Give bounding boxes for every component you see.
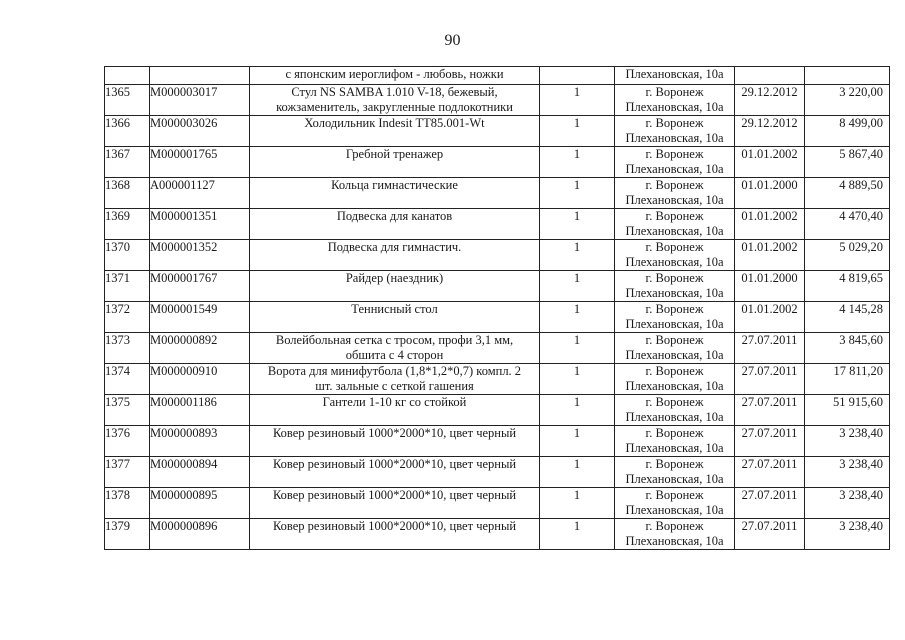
code-value: М000000893: [150, 426, 218, 440]
qty-value: 1: [573, 519, 581, 533]
date-value: 27.07.2011: [741, 457, 798, 471]
address-line: г. Воронеж: [645, 271, 704, 285]
no-cell: [105, 457, 150, 488]
name-cell: с японским иероглифом - любовь, ножки: [250, 67, 540, 85]
qty-value: 1: [573, 457, 581, 471]
qty-cell: [540, 302, 615, 333]
address-cell: [615, 426, 735, 457]
code-value: М000001767: [150, 271, 218, 285]
sum-value: 3 238,40: [839, 519, 883, 533]
date-cell: [735, 67, 805, 85]
address-line: Плехановская, 10а: [625, 162, 724, 176]
no-value: 1366: [105, 116, 130, 130]
sum-value: 8 499,00: [839, 116, 883, 130]
address-line: г. Воронеж: [645, 333, 704, 347]
sum-value: 3 238,40: [839, 457, 883, 471]
name-line: обшита с 4 сторон: [345, 348, 444, 362]
date-cell: [735, 302, 805, 333]
date-value: 27.07.2011: [741, 426, 798, 440]
code-cell: [150, 116, 250, 147]
name-cell: [250, 85, 540, 116]
no-value: 1375: [105, 395, 130, 409]
date-value: 29.12.2012: [741, 116, 798, 130]
name-line: Подвеска для гимнастич.: [327, 240, 462, 254]
address-cell: [615, 178, 735, 209]
table-row: [105, 333, 890, 364]
qty-value: 1: [573, 488, 581, 502]
address-line: Плехановская, 10а: [625, 255, 724, 269]
name-line: Ковер резиновый 1000*2000*10, цвет черный: [272, 519, 517, 533]
address-cell: [615, 302, 735, 333]
no-cell: [105, 519, 150, 550]
qty-cell: [540, 85, 615, 116]
name-cell: [250, 147, 540, 178]
name-line: Ковер резиновый 1000*2000*10, цвет черный: [272, 488, 517, 502]
table-row: [105, 302, 890, 333]
qty-cell: [540, 457, 615, 488]
date-cell: [735, 333, 805, 364]
table-row: [105, 457, 890, 488]
code-value: М000001352: [150, 240, 218, 254]
code-value: М000000892: [150, 333, 218, 347]
no-cell: [105, 395, 150, 426]
name-line: Гребной тренажер: [345, 147, 444, 161]
address-line: Плехановская, 10а: [625, 131, 724, 145]
address-line: г. Воронеж: [645, 240, 704, 254]
address-line: Плехановская, 10а: [625, 348, 724, 362]
name-cell: [250, 302, 540, 333]
qty-cell: [540, 395, 615, 426]
table-row: [105, 519, 890, 550]
sum-value: 3 220,00: [839, 85, 883, 99]
code-value: М000001351: [150, 209, 218, 223]
address-cell: [615, 85, 735, 116]
qty-cell: [540, 147, 615, 178]
code-cell: [150, 147, 250, 178]
name-line: Ковер резиновый 1000*2000*10, цвет черный: [272, 426, 517, 440]
sum-value: 51 915,60: [833, 395, 883, 409]
date-cell: [735, 519, 805, 550]
address-line: г. Воронеж: [645, 426, 704, 440]
date-value: 27.07.2011: [741, 488, 798, 502]
name-line: Райдер (наездник): [345, 271, 444, 285]
inventory-table: [104, 66, 890, 550]
address-line: Плехановская, 10а: [625, 441, 724, 455]
address-line: Плехановская, 10а: [625, 410, 724, 424]
code-value: М000001549: [150, 302, 218, 316]
code-value: М000003017: [150, 85, 218, 99]
sum-value: 4 470,40: [839, 209, 883, 223]
sum-cell: [805, 426, 890, 457]
qty-cell: [540, 67, 615, 85]
sum-cell: [805, 85, 890, 116]
address-cell: [615, 457, 735, 488]
table-row: [105, 67, 890, 85]
table-row: [105, 364, 890, 395]
name-line: Ворота для минифутбола (1,8*1,2*0,7) компл. 2: [267, 364, 522, 378]
sum-value: 17 811,20: [833, 364, 883, 378]
sum-value: 4 819,65: [839, 271, 883, 285]
date-cell: [735, 85, 805, 116]
code-value: А000001127: [150, 178, 215, 192]
qty-value: 1: [573, 395, 581, 409]
qty-cell: [540, 116, 615, 147]
code-value: М000001765: [150, 147, 218, 161]
no-cell: [105, 209, 150, 240]
qty-value: 1: [573, 116, 581, 130]
no-value: 1379: [105, 519, 130, 533]
name-cell: [250, 395, 540, 426]
name-cell: [250, 116, 540, 147]
table-row: [105, 116, 890, 147]
name-cell: [250, 240, 540, 271]
name-line: Кольца гимнастические: [331, 178, 458, 192]
name-cell: [250, 457, 540, 488]
sum-cell: [805, 209, 890, 240]
date-value: 01.01.2000: [741, 178, 798, 192]
date-value: 01.01.2002: [741, 209, 798, 223]
address-line: г. Воронеж: [645, 209, 704, 223]
code-cell: [150, 67, 250, 85]
no-cell: [105, 67, 150, 85]
address-cell: [615, 364, 735, 395]
table-row: [105, 395, 890, 426]
code-cell: [150, 302, 250, 333]
no-value: 1372: [105, 302, 130, 316]
code-cell: [150, 457, 250, 488]
table-row: [105, 178, 890, 209]
sum-value: 3 238,40: [839, 426, 883, 440]
no-value: 1369: [105, 209, 130, 223]
no-cell: [105, 302, 150, 333]
address-line: г. Воронеж: [645, 395, 704, 409]
date-cell: [735, 116, 805, 147]
sum-cell: [805, 67, 890, 85]
code-cell: [150, 426, 250, 457]
no-value: 1365: [105, 85, 130, 99]
address-line: Плехановская, 10а: [625, 534, 724, 548]
date-value: 27.07.2011: [741, 364, 798, 378]
name-line: шт. зальные с сеткой гашения: [315, 379, 474, 393]
sum-cell: [805, 333, 890, 364]
sum-value: 5 867,40: [839, 147, 883, 161]
sum-value: 4 889,50: [839, 178, 883, 192]
no-cell: [105, 488, 150, 519]
qty-cell: [540, 240, 615, 271]
date-value: 01.01.2002: [741, 147, 798, 161]
address-cell: [615, 271, 735, 302]
address-line: г. Воронеж: [645, 519, 704, 533]
table-row: [105, 147, 890, 178]
address-line: Плехановская, 10а: [625, 100, 724, 114]
code-cell: [150, 488, 250, 519]
sum-cell: [805, 147, 890, 178]
no-cell: [105, 116, 150, 147]
qty-value: 1: [573, 333, 581, 347]
no-value: 1367: [105, 147, 130, 161]
sum-value: 3 238,40: [839, 488, 883, 502]
code-cell: [150, 395, 250, 426]
name-cell: [250, 209, 540, 240]
qty-cell: [540, 364, 615, 395]
address-line: г. Воронеж: [645, 116, 704, 130]
sum-cell: [805, 178, 890, 209]
name-line: Гантели 1-10 кг со стойкой: [322, 395, 467, 409]
address-line: г. Воронеж: [645, 364, 704, 378]
date-cell: [735, 271, 805, 302]
qty-value: 1: [573, 302, 581, 316]
date-value: 29.12.2012: [741, 85, 798, 99]
name-cell: [250, 364, 540, 395]
name-cell: [250, 333, 540, 364]
address-line: Плехановская, 10а: [625, 224, 724, 238]
date-cell: [735, 240, 805, 271]
code-value: М000000894: [150, 457, 218, 471]
no-cell: [105, 271, 150, 302]
code-cell: [150, 364, 250, 395]
no-cell: [105, 85, 150, 116]
no-value: 1374: [105, 364, 130, 378]
address-line: г. Воронеж: [645, 302, 704, 316]
qty-cell: [540, 519, 615, 550]
no-value: 1376: [105, 426, 130, 440]
date-value: 27.07.2011: [741, 333, 798, 347]
sum-value: 3 845,60: [839, 333, 883, 347]
code-cell: [150, 240, 250, 271]
address-cell: [615, 240, 735, 271]
date-value: 01.01.2002: [741, 240, 798, 254]
sum-cell: [805, 457, 890, 488]
table-row: [105, 426, 890, 457]
table-row: [105, 209, 890, 240]
no-cell: [105, 333, 150, 364]
date-value: 01.01.2002: [741, 302, 798, 316]
no-value: 1373: [105, 333, 130, 347]
qty-value: 1: [573, 85, 581, 99]
sum-value: 5 029,20: [839, 240, 883, 254]
date-value: 01.01.2000: [741, 271, 798, 285]
qty-value: 1: [573, 364, 581, 378]
sum-cell: [805, 240, 890, 271]
no-cell: [105, 426, 150, 457]
name-line: Волейбольная сетка с тросом, профи 3,1 мм,: [275, 333, 514, 347]
table-row: [105, 488, 890, 519]
table-row: [105, 240, 890, 271]
code-value: М000001186: [150, 395, 217, 409]
page-number: 90: [444, 32, 461, 49]
address-line: Плехановская, 10а: [625, 379, 724, 393]
date-cell: [735, 395, 805, 426]
date-cell: [735, 209, 805, 240]
address-line: г. Воронеж: [645, 457, 704, 471]
sum-cell: [805, 271, 890, 302]
name-line: кожзаменитель, закругленные подлокотники: [276, 100, 513, 114]
address-line: Плехановская, 10а: [625, 317, 724, 331]
address-cell: Плехановская, 10а: [615, 67, 735, 85]
code-value: М000000895: [150, 488, 218, 502]
no-cell: [105, 147, 150, 178]
qty-value: 1: [573, 426, 581, 440]
qty-value: 1: [573, 240, 581, 254]
no-cell: [105, 364, 150, 395]
sum-cell: [805, 302, 890, 333]
sum-cell: [805, 116, 890, 147]
address-cell: [615, 333, 735, 364]
name-cell: [250, 178, 540, 209]
qty-cell: [540, 271, 615, 302]
address-cell: [615, 209, 735, 240]
address-cell: [615, 116, 735, 147]
name-line: Подвеска для канатов: [336, 209, 453, 223]
sum-cell: [805, 519, 890, 550]
qty-value: 1: [573, 271, 581, 285]
code-value: М000000910: [150, 364, 218, 378]
date-cell: [735, 488, 805, 519]
address-line: г. Воронеж: [645, 147, 704, 161]
address-cell: [615, 488, 735, 519]
table-row: [105, 271, 890, 302]
address-line: Плехановская, 10а: [625, 472, 724, 486]
qty-cell: [540, 333, 615, 364]
code-cell: [150, 209, 250, 240]
no-value: 1368: [105, 178, 130, 192]
no-value: 1377: [105, 457, 130, 471]
address-line: г. Воронеж: [645, 178, 704, 192]
sum-value: 4 145,28: [839, 302, 883, 316]
address-line: Плехановская, 10а: [625, 286, 724, 300]
no-cell: [105, 240, 150, 271]
table-row: [105, 85, 890, 116]
qty-cell: [540, 488, 615, 519]
code-value: М000000896: [150, 519, 218, 533]
code-cell: [150, 85, 250, 116]
address-line: г. Воронеж: [645, 488, 704, 502]
date-value: 27.07.2011: [741, 519, 798, 533]
no-value: 1371: [105, 271, 130, 285]
name-cell: [250, 488, 540, 519]
address-line: Плехановская, 10а: [625, 193, 724, 207]
name-line: Холодильник Indesit ТТ85.001-Wt: [304, 116, 485, 130]
no-value: 1378: [105, 488, 130, 502]
name-line: Стул NS SAMBA 1.010 V-18, бежевый,: [291, 85, 498, 99]
date-value: 27.07.2011: [741, 395, 798, 409]
qty-value: 1: [573, 147, 581, 161]
address-cell: [615, 395, 735, 426]
code-value: М000003026: [150, 116, 218, 130]
qty-cell: [540, 178, 615, 209]
address-cell: [615, 147, 735, 178]
date-cell: [735, 426, 805, 457]
code-cell: [150, 271, 250, 302]
qty-cell: [540, 426, 615, 457]
date-cell: [735, 178, 805, 209]
date-cell: [735, 147, 805, 178]
name-cell: [250, 271, 540, 302]
qty-value: 1: [573, 209, 581, 223]
code-cell: [150, 333, 250, 364]
code-cell: [150, 178, 250, 209]
name-line: Теннисный стол: [351, 302, 438, 316]
address-line: Плехановская, 10а: [625, 503, 724, 517]
name-line: Ковер резиновый 1000*2000*10, цвет черный: [272, 457, 517, 471]
code-cell: [150, 519, 250, 550]
date-cell: [735, 364, 805, 395]
name-cell: [250, 426, 540, 457]
sum-cell: [805, 488, 890, 519]
qty-cell: [540, 209, 615, 240]
sum-cell: [805, 364, 890, 395]
address-cell: [615, 519, 735, 550]
no-cell: [105, 178, 150, 209]
no-value: 1370: [105, 240, 130, 254]
sum-cell: [805, 395, 890, 426]
name-cell: [250, 519, 540, 550]
address-line: г. Воронеж: [645, 85, 704, 99]
qty-value: 1: [573, 178, 581, 192]
date-cell: [735, 457, 805, 488]
